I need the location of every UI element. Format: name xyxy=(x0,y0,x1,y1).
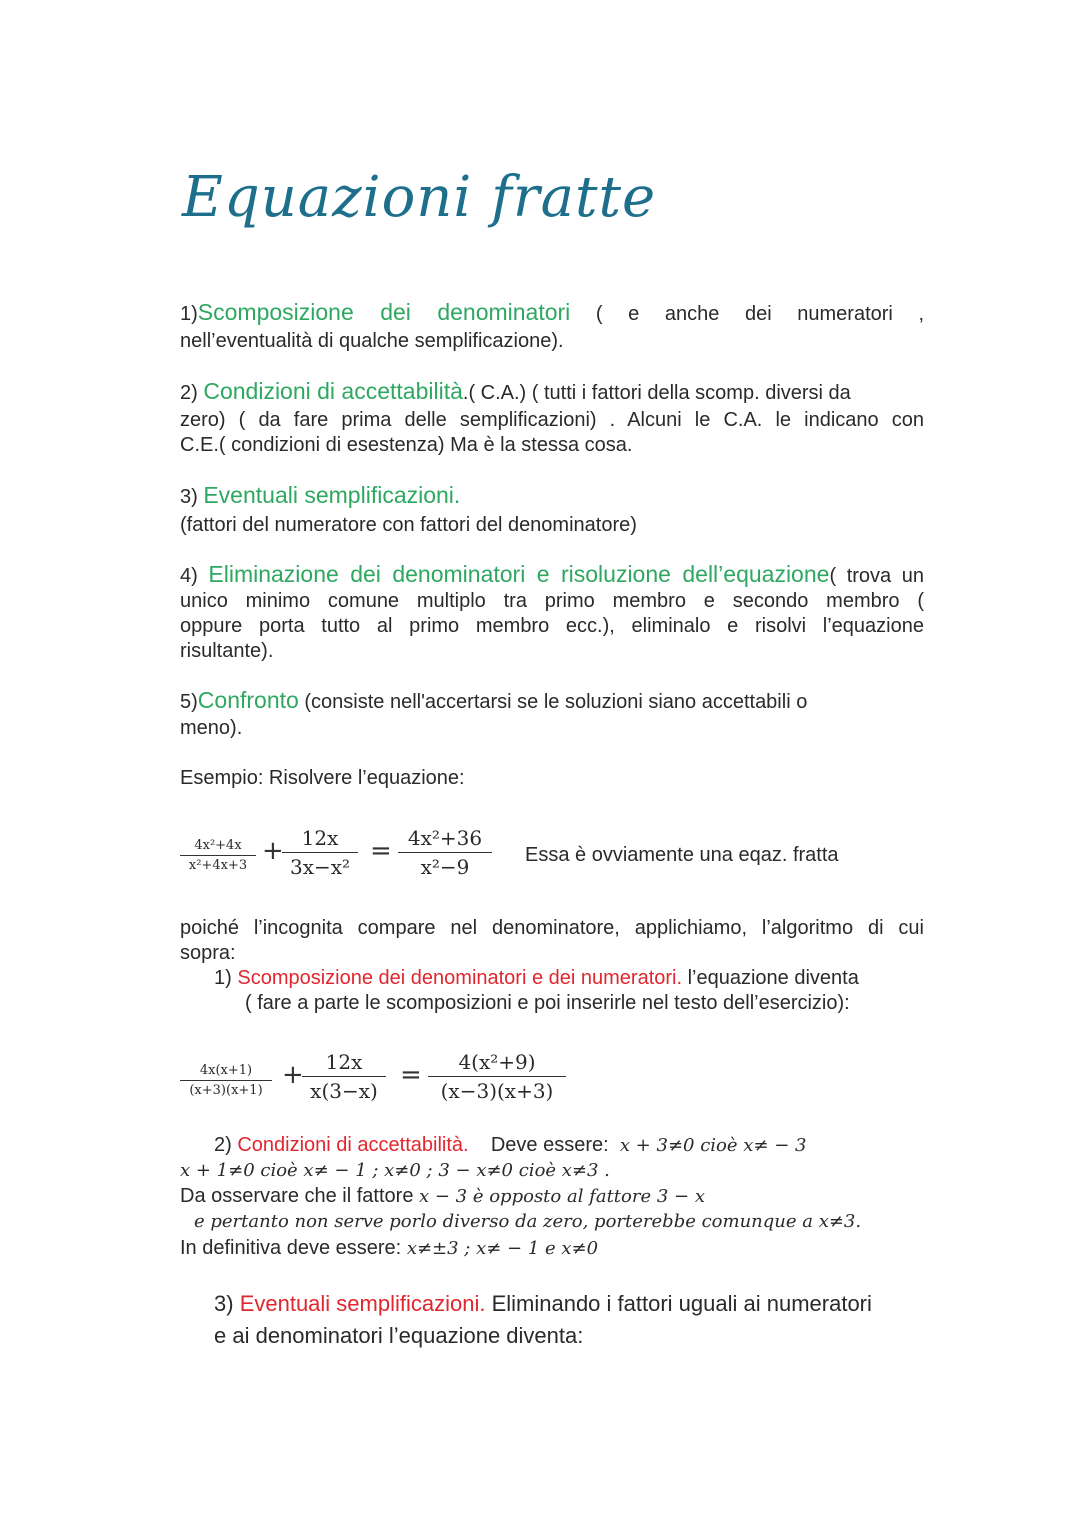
item-2-num: 2) xyxy=(214,1134,232,1156)
item-1-line2: ( fare a parte le scomposizioni e poi inserirle nel testo dell’esercizio): xyxy=(245,992,850,1014)
step-5 xyxy=(180,688,924,715)
step-4 xyxy=(180,562,924,589)
step-1-heading: Scomposizione dei denominatori xyxy=(197,299,571,325)
step-2-rest: .( C.A.) ( tutti i fattori della scomp. diversi da xyxy=(462,382,851,404)
item-2-line5 xyxy=(180,1237,598,1260)
eq2-fraction-2 xyxy=(302,1050,386,1103)
step-5-num: 5) xyxy=(180,691,198,713)
fraction-bar xyxy=(180,1080,272,1081)
item-2-line5-math: x≠±3 ; x≠ − 1 e x≠0 xyxy=(406,1238,599,1259)
step-4-line3: oppure porta tutto al primo membro ecc.), eliminalo e risolvi l’equazione xyxy=(180,615,924,637)
item-3-num: 3) xyxy=(214,1291,234,1316)
eq2-f3-numerator: 4(x²+9) xyxy=(458,1050,536,1074)
eq2-f2-numerator: 12x xyxy=(325,1050,363,1074)
eq1-equals: = xyxy=(370,836,392,866)
fraction-bar xyxy=(302,1076,386,1077)
step-1-num: 1) xyxy=(180,303,198,325)
step-3-num: 3) xyxy=(180,486,204,508)
eq1-f2-denominator: 3x−x² xyxy=(289,855,351,879)
step-4-heading: Eliminazione dei denominatori e risoluzione dell’equazione xyxy=(208,561,830,587)
item-3-line2: e ai denominatori l’equazione diventa: xyxy=(214,1323,584,1348)
item-2-rest: Deve essere: xyxy=(490,1134,609,1156)
item-1 xyxy=(214,966,859,991)
page-title: Equazioni fratte xyxy=(182,165,657,230)
step-1-rest: ( e anche dei numeratori , xyxy=(595,303,925,325)
item-3-rest: Eliminando i fattori uguali ai numeratori xyxy=(485,1291,872,1316)
step-3 xyxy=(180,483,924,510)
step-2-heading: Condizioni di accettabilità xyxy=(203,378,463,404)
fraction-bar xyxy=(428,1076,566,1077)
item-2-line5-text: In definitiva deve essere: xyxy=(180,1237,402,1259)
step-3-heading: Eventuali semplificazioni. xyxy=(203,482,461,508)
item-2-line4: e pertanto non serve porlo diverso da zero, porterebbe comunque a x≠3. xyxy=(194,1211,862,1232)
eq2-f1-numerator: 4x(x+1) xyxy=(199,1063,253,1078)
step-2 xyxy=(180,379,924,406)
eq1-f3-denominator: x²−9 xyxy=(420,855,470,879)
item-2-line3 xyxy=(180,1185,705,1208)
eq1-f1-denominator: x²+4x+3 xyxy=(188,858,248,873)
step-2-line3: C.E.( condizioni di esestenza) Ma è la stessa cosa. xyxy=(180,434,633,456)
after-line-2: sopra: xyxy=(180,942,236,964)
item-2-line3-math: x − 3 è opposto al fattore 3 − x xyxy=(419,1186,705,1207)
eq1-f2-numerator: 12x xyxy=(301,826,339,850)
step-4-line4: risultante). xyxy=(180,640,274,662)
eq1-f3-numerator: 4x²+36 xyxy=(407,826,483,850)
item-2 xyxy=(214,1133,924,1158)
eq2-f3-denominator: (x−3)(x+3) xyxy=(440,1079,554,1103)
step-1-line2: nell’eventualità di qualche semplificazione). xyxy=(180,330,564,352)
eq2-f1-denominator: (x+3)(x+1) xyxy=(189,1083,263,1098)
eq2-plus: + xyxy=(282,1060,304,1090)
item-3-heading: Eventuali semplificazioni. xyxy=(239,1291,486,1316)
item-2-heading: Condizioni di accettabilità. xyxy=(237,1134,469,1156)
step-4-rest: ( trova un xyxy=(829,565,925,587)
fraction-bar xyxy=(180,855,256,856)
step-2-line2: zero) ( da fare prima delle semplificazioni) . Alcuni le C.A. le indicano con xyxy=(180,409,924,431)
step-5-rest: (consiste nell'accertarsi se le soluzioni siano accettabili o xyxy=(298,691,808,713)
step-5-line2: meno). xyxy=(180,717,243,739)
item-1-rest: l’equazione diventa xyxy=(682,967,859,989)
item-1-num: 1) xyxy=(214,967,232,989)
step-5-heading: Confronto xyxy=(197,687,299,713)
eq1-fraction-1 xyxy=(180,838,256,873)
step-4-num: 4) xyxy=(180,565,209,587)
item-3 xyxy=(214,1288,872,1320)
eq2-f2-denominator: x(3−x) xyxy=(310,1079,378,1103)
eq1-comment: Essa è ovviamente una eqaz. fratta xyxy=(525,844,839,866)
item-2-line3-text: Da osservare che il fattore xyxy=(180,1185,414,1207)
item-2-math-1: x + 3≠0 cioè x≠ − 3 xyxy=(619,1135,807,1156)
eq1-fraction-2 xyxy=(282,826,358,879)
item-1-heading: Scomposizione dei denominatori e dei numeratori. xyxy=(237,967,683,989)
fraction-bar xyxy=(398,852,492,853)
step-4-line2: unico minimo comune multiplo tra primo membro e secondo membro ( xyxy=(180,590,924,612)
eq2-fraction-3 xyxy=(428,1050,566,1103)
fraction-bar xyxy=(282,852,358,853)
after-line-1: poiché l’incognita compare nel denominatore, applichiamo, l’algoritmo di cui xyxy=(180,917,924,939)
eq1-plus: + xyxy=(262,836,284,866)
eq1-f1-numerator: 4x²+4x xyxy=(194,838,242,853)
example-label: Esempio: Risolvere l’equazione: xyxy=(180,767,465,789)
eq2-fraction-1 xyxy=(180,1063,272,1098)
step-1 xyxy=(180,300,924,327)
eq2-equals: = xyxy=(400,1060,422,1090)
eq1-fraction-3 xyxy=(398,826,492,879)
step-3-line2: (fattori del numeratore con fattori del denominatore) xyxy=(180,514,637,536)
step-2-num: 2) xyxy=(180,382,204,404)
item-2-line2: x + 1≠0 cioè x≠ − 1 ; x≠0 ; 3 − x≠0 cioè x≠3 . xyxy=(180,1160,610,1181)
